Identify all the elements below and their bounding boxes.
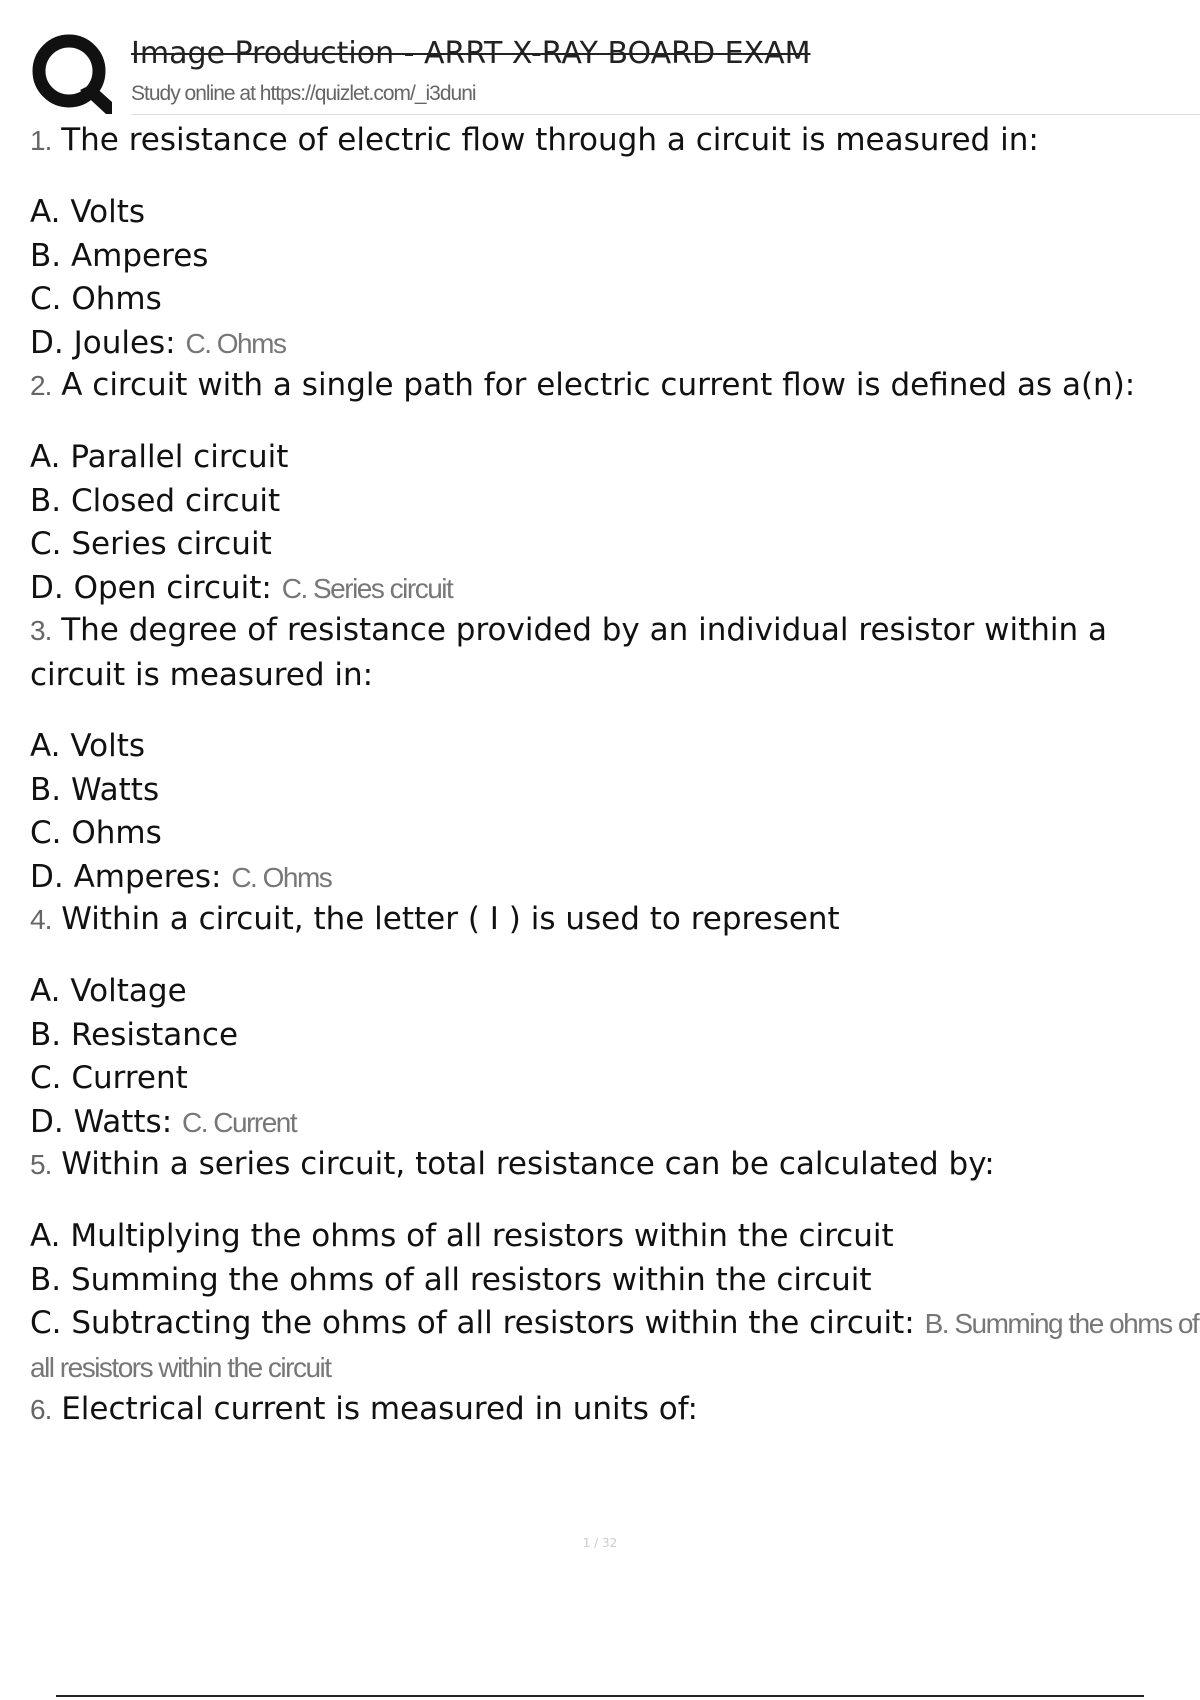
option: B. Watts <box>30 771 160 808</box>
option: A. Volts <box>30 728 146 764</box>
answer: C. Current <box>182 1106 297 1138</box>
question-text <box>30 897 1200 942</box>
question-text <box>30 1387 1200 1432</box>
question-prompt: Within a series circuit, total resistance can be calculated by: <box>61 1146 995 1182</box>
question-2 <box>30 363 1200 610</box>
question-number: 3. <box>30 615 52 646</box>
study-online-link[interactable]: Study online at https://quizlet.com/_i3duni <box>131 82 476 105</box>
option: D. Amperes: <box>30 858 222 895</box>
question-4 <box>30 897 1200 1144</box>
question-6 <box>30 1387 1200 1432</box>
option: A. Multiplying the ohms of all resistors within the circuit <box>30 1218 894 1254</box>
option: C. Series circuit <box>30 526 272 562</box>
header-divider <box>131 114 1200 115</box>
question-prompt: Within a circuit, the letter ( I ) is used to represent <box>61 901 840 937</box>
option: C. Subtracting the ohms of all resistors within the circuit: <box>30 1305 915 1341</box>
option: A. Parallel circuit <box>30 439 289 475</box>
answer: B. Summing the ohms of all resistors within the circuit <box>30 1308 1199 1383</box>
option: B. Resistance <box>30 1016 239 1053</box>
option: B. Summing the ohms of all resistors within the circuit <box>30 1261 872 1298</box>
question-text <box>30 608 1200 697</box>
question-prompt: A circuit with a single path for electric current flow is defined as a(n): <box>61 367 1136 403</box>
question-prompt: Electrical current is measured in units of: <box>61 1391 698 1427</box>
question-prompt: The degree of resistance provided by an individual resistor within a circuit is measured in: <box>30 612 1108 693</box>
answer: C. Series circuit <box>281 572 453 604</box>
option: D. Open circuit: <box>30 569 272 606</box>
option: B. Closed circuit <box>30 482 281 519</box>
option-last <box>30 1101 1200 1145</box>
document-title: Image Production - ARRT X-RAY BOARD EXAM <box>131 36 811 71</box>
question-3 <box>30 608 1200 899</box>
option-last <box>30 1302 1200 1389</box>
quizlet-logo-icon <box>30 32 112 114</box>
page-number: 1 / 32 <box>582 1536 618 1550</box>
question-text <box>30 1142 1200 1187</box>
option: A. Voltage <box>30 973 187 1009</box>
question-1 <box>30 118 1200 365</box>
question-number: 5. <box>30 1149 52 1180</box>
option: C. Current <box>30 1060 188 1096</box>
question-text <box>30 118 1200 163</box>
option: C. Ohms <box>30 815 162 851</box>
option-last <box>30 856 1200 900</box>
option-last <box>30 322 1200 366</box>
question-number: 6. <box>30 1394 52 1425</box>
option: B. Amperes <box>30 237 209 274</box>
option: A. Volts <box>30 194 146 230</box>
option-last <box>30 567 1200 611</box>
answer: C. Ohms <box>231 861 332 893</box>
option: D. Watts: <box>30 1103 173 1140</box>
question-list <box>30 118 1200 1432</box>
question-text <box>30 363 1200 408</box>
question-5 <box>30 1142 1200 1389</box>
page-header <box>30 28 1200 116</box>
option: C. Ohms <box>30 281 162 317</box>
question-number: 2. <box>30 370 52 401</box>
question-prompt: The resistance of electric flow through a circuit is measured in: <box>61 122 1039 158</box>
footer-divider <box>56 1695 1144 1697</box>
question-number: 1. <box>30 125 52 156</box>
answer: C. Ohms <box>185 327 286 359</box>
question-number: 4. <box>30 904 52 935</box>
option: D. Joules: <box>30 324 176 361</box>
